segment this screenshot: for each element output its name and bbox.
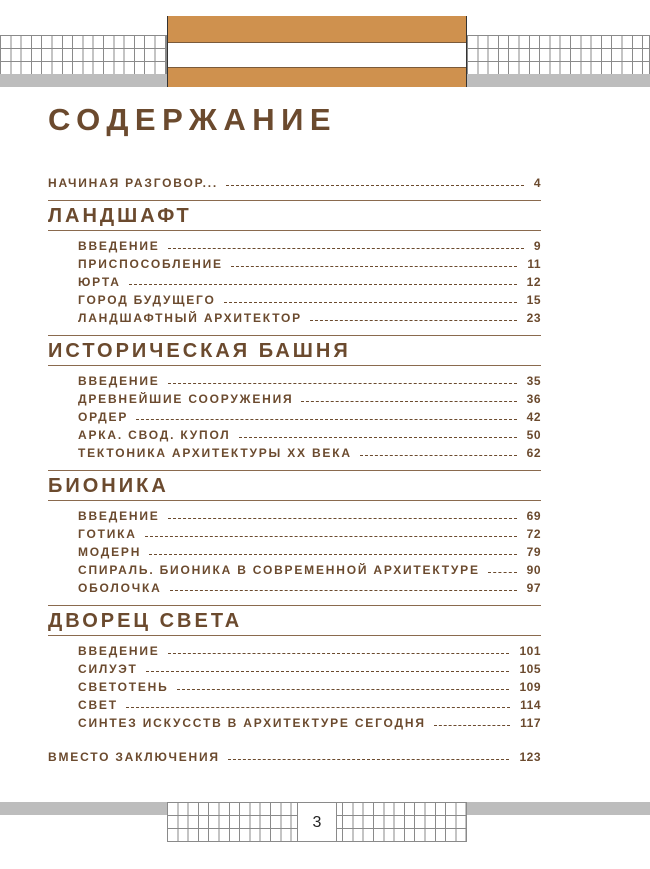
- dot-leader: [228, 759, 510, 760]
- entry-label: ПРИСПОСОБЛЕНИЕ: [78, 257, 223, 271]
- dot-leader: [360, 455, 517, 456]
- page-title: СОДЕРЖАНИЕ: [48, 102, 338, 137]
- toc-entry[interactable]: [48, 388, 541, 406]
- section-heading[interactable]: ЛАНДШАФТ: [48, 200, 541, 231]
- section-heading[interactable]: БИОНИКА: [48, 470, 541, 501]
- entry-label: ВВЕДЕНИЕ: [78, 644, 160, 658]
- entry-page: 114: [520, 698, 541, 712]
- page-number: 3: [297, 802, 337, 842]
- section-heading[interactable]: ИСТОРИЧЕСКАЯ БАШНЯ: [48, 335, 541, 366]
- entry-page: 69: [526, 509, 541, 523]
- dot-leader: [177, 689, 510, 690]
- toc-entry[interactable]: [48, 541, 541, 559]
- entry-label: ГОТИКА: [78, 527, 137, 541]
- dot-leader: [488, 572, 517, 573]
- toc-entry[interactable]: [48, 442, 541, 460]
- toc-entry[interactable]: [48, 289, 541, 307]
- entry-page: 23: [526, 311, 541, 325]
- entry-page: 97: [526, 581, 541, 595]
- entry-label: АРКА. СВОД. КУПОЛ: [78, 428, 231, 442]
- entry-label: СВЕТОТЕНЬ: [78, 680, 169, 694]
- entry-label: ВВЕДЕНИЕ: [78, 374, 160, 388]
- entry-label: ОРДЕР: [78, 410, 129, 424]
- toc-entry[interactable]: [48, 559, 541, 577]
- dot-leader: [146, 671, 510, 672]
- dot-leader: [126, 707, 510, 708]
- toc-entry[interactable]: [48, 271, 541, 289]
- entry-page: 42: [526, 410, 541, 424]
- dot-leader: [434, 725, 510, 726]
- dot-leader: [168, 383, 517, 384]
- dot-leader: [239, 437, 517, 438]
- entry-page: 101: [519, 644, 541, 658]
- dot-leader: [136, 419, 517, 420]
- entry-label: СВЕТ: [78, 698, 118, 712]
- header-grid-left: [0, 35, 167, 75]
- entry-page: 15: [526, 293, 541, 307]
- toc-entry-intro[interactable]: [48, 172, 541, 190]
- entry-page: 109: [519, 680, 541, 694]
- header-orange-band: [167, 16, 467, 87]
- dot-leader: [168, 248, 524, 249]
- entry-label: ЛАНДШАФТНЫЙ АРХИТЕКТОР: [78, 311, 302, 325]
- dot-leader: [224, 302, 517, 303]
- dot-leader: [168, 518, 517, 519]
- toc-entry[interactable]: [48, 640, 541, 658]
- toc-entry[interactable]: [48, 577, 541, 595]
- entry-label: ВВЕДЕНИЕ: [78, 509, 160, 523]
- entry-label: МОДЕРН: [78, 545, 142, 559]
- toc-entry[interactable]: [48, 712, 541, 730]
- dot-leader: [231, 266, 517, 267]
- dot-leader: [149, 554, 516, 555]
- entry-label: ВВЕДЕНИЕ: [78, 239, 160, 253]
- entry-page: 62: [526, 446, 541, 460]
- toc-entry[interactable]: [48, 406, 541, 424]
- entry-page: 90: [526, 563, 541, 577]
- entry-page: 36: [526, 392, 541, 406]
- toc-entry[interactable]: [48, 235, 541, 253]
- entry-label: НАЧИНАЯ РАЗГОВОР...: [48, 176, 218, 190]
- toc-entry[interactable]: [48, 658, 541, 676]
- toc-entry-final[interactable]: [48, 746, 541, 764]
- dot-leader: [310, 320, 517, 321]
- entry-page: 105: [519, 662, 541, 676]
- header-gray-bar-right: [467, 74, 650, 87]
- dot-leader: [168, 653, 510, 654]
- entry-page: 9: [533, 239, 541, 253]
- entry-page: 12: [526, 275, 541, 289]
- toc-entry[interactable]: [48, 694, 541, 712]
- toc-entry[interactable]: [48, 676, 541, 694]
- toc-entry[interactable]: [48, 523, 541, 541]
- entry-page: 4: [533, 176, 541, 190]
- dot-leader: [129, 284, 517, 285]
- footer-gray-bar-right: [467, 802, 650, 815]
- toc-entry[interactable]: [48, 307, 541, 325]
- header-gray-bar-left: [0, 74, 167, 87]
- toc-entry[interactable]: [48, 424, 541, 442]
- entry-label: ВМЕСТО ЗАКЛЮЧЕНИЯ: [48, 750, 220, 764]
- table-of-contents: [48, 172, 541, 764]
- entry-label: СИЛУЭТ: [78, 662, 138, 676]
- entry-label: ГОРОД БУДУЩЕГО: [78, 293, 216, 307]
- header-grid-right: [467, 35, 650, 75]
- entry-page: 79: [526, 545, 541, 559]
- toc-entry[interactable]: [48, 505, 541, 523]
- entry-label: СПИРАЛЬ. БИОНИКА В СОВРЕМЕННОЙ АРХИТЕКТУРЕ: [78, 563, 480, 577]
- entry-label: СИНТЕЗ ИСКУССТВ В АРХИТЕКТУРЕ СЕГОДНЯ: [78, 716, 426, 730]
- dot-leader: [170, 590, 517, 591]
- entry-label: ОБОЛОЧКА: [78, 581, 162, 595]
- entry-label: ЮРТА: [78, 275, 121, 289]
- section-heading[interactable]: ДВОРЕЦ СВЕТА: [48, 605, 541, 636]
- entry-label: ДРЕВНЕЙШИЕ СООРУЖЕНИЯ: [78, 392, 294, 406]
- entry-page: 35: [526, 374, 541, 388]
- entry-page: 123: [519, 750, 541, 764]
- entry-page: 117: [520, 716, 541, 730]
- footer-gray-bar-left: [0, 802, 167, 815]
- toc-entry[interactable]: [48, 370, 541, 388]
- dot-leader: [145, 536, 517, 537]
- entry-page: 72: [526, 527, 541, 541]
- dot-leader: [301, 401, 516, 402]
- toc-entry[interactable]: [48, 253, 541, 271]
- entry-page: 50: [526, 428, 541, 442]
- entry-page: 11: [527, 257, 541, 271]
- dot-leader: [226, 185, 524, 186]
- entry-label: ТЕКТОНИКА АРХИТЕКТУРЫ XX ВЕКА: [78, 446, 352, 460]
